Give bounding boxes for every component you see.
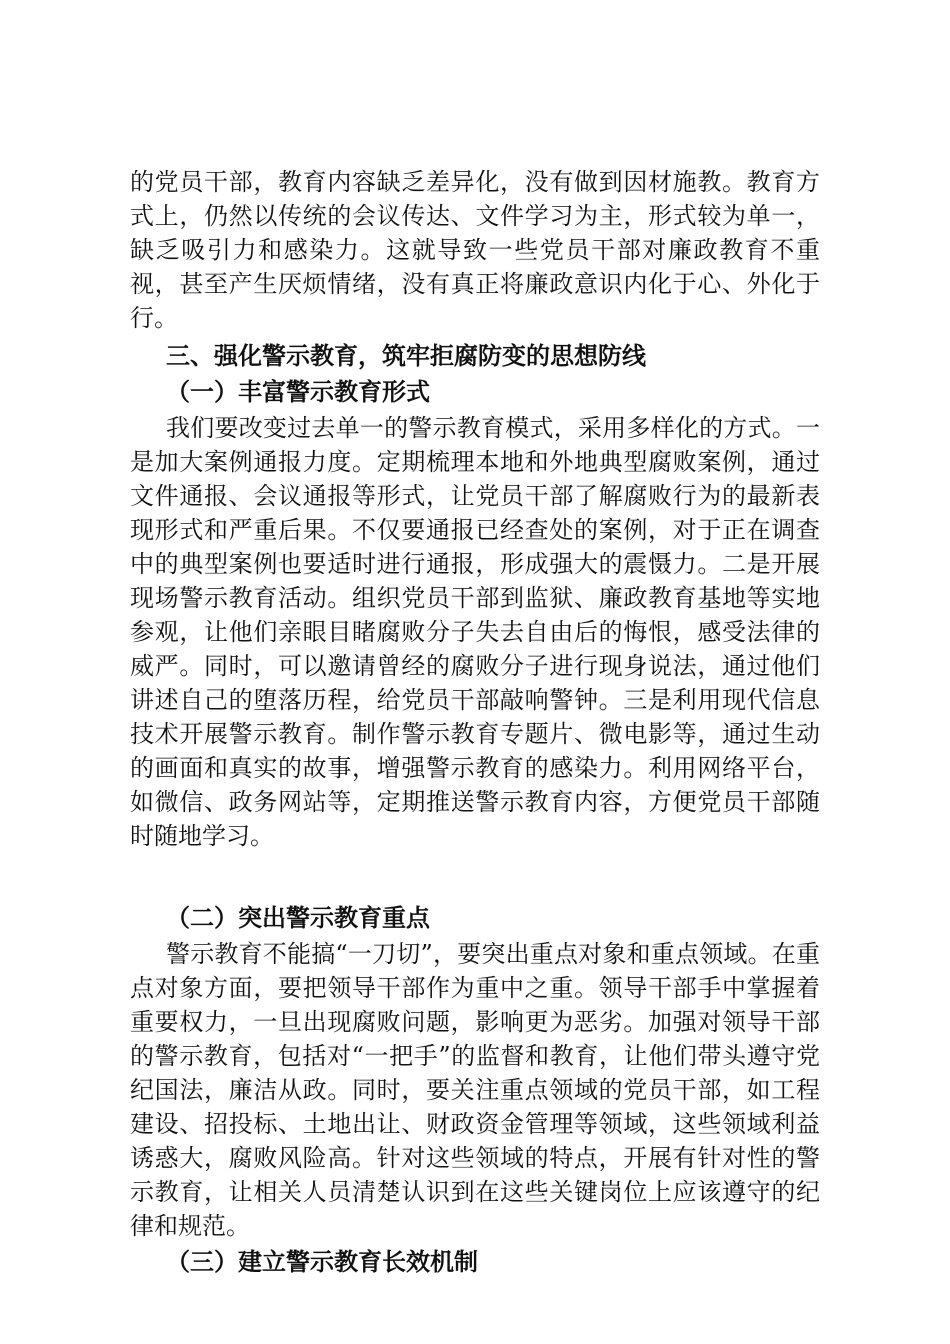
subsection-heading-2: （二）突出警示教育重点 — [166, 903, 430, 932]
document-page — [130, 165, 820, 1281]
subsection-heading-3: （三）建立警示教育长效机制 — [166, 1247, 478, 1276]
section-heading-3: 三、强化警示教育，筑牢拒腐防变的思想防线 — [166, 341, 646, 370]
paragraph-warning-forms: 我们要改变过去单一的警示教育模式，采用多样化的方式。一是加大案例通报力度。定期梳理本地和外地典型腐败案例，通过文件通报、会议通报等形式，让党员干部了解腐败行为的最新表现形式和严重后果。不仅要通报已经查处的案例，对于正在调查中的典型案例也要适时进行通报，形成强大的震慑力。二是开展现场警示教育活动。组织党员干部到监狱、廉政教育基地等实地参观，让他们亲眼目睹腐败分子失去自由后的悔恨，感受法律的威严。同时，可以邀请曾经的腐败分子进行现身说法，通过他们讲述自己的堕落历程，给党员干部敲响警钟。三是利用现代信息技术开展警示教育。制作警示教育专题片、微电影等，通过生动的画面和真实的故事，增强警示教育的感染力。利用网络平台，如微信、政务网站等，定期推送警示教育内容，方便党员干部随时随地学习。 — [130, 414, 820, 850]
paragraph-gap — [130, 853, 820, 899]
paragraph-continued: 的党员干部，教育内容缺乏差异化，没有做到因材施教。教育方式上，仍然以传统的会议传达、文件学习为主，形式较为单一，缺乏吸引力和感染力。这就导致一些党员干部对廉政教育不重视，甚至产生厌烦情绪，没有真正将廉政意识内化于心、外化于行。 — [130, 168, 820, 332]
paragraph-warning-focus: 警示教育不能搞“一刀切”，要突出重点对象和重点领域。在重点对象方面，要把领导干部作为重中之重。领导干部手中掌握着重要权力，一旦出现腐败问题，影响更为恶劣。加强对领导干部的警示教育，包括对“一把手”的监督和教育，让他们带头遵守党纪国法，廉洁从政。同时，要关注重点领域的党员干部，如工程建设、招投标、土地出让、财政资金管理等领域，这些领域利益诱惑大，腐败风险高。针对这些领域的特点，开展有针对性的警示教育，让相关人员清楚认识到在这些关键岗位上应该遵守的纪律和规范。 — [130, 940, 820, 1240]
subsection-heading-1: （一）丰富警示教育形式 — [166, 377, 430, 406]
